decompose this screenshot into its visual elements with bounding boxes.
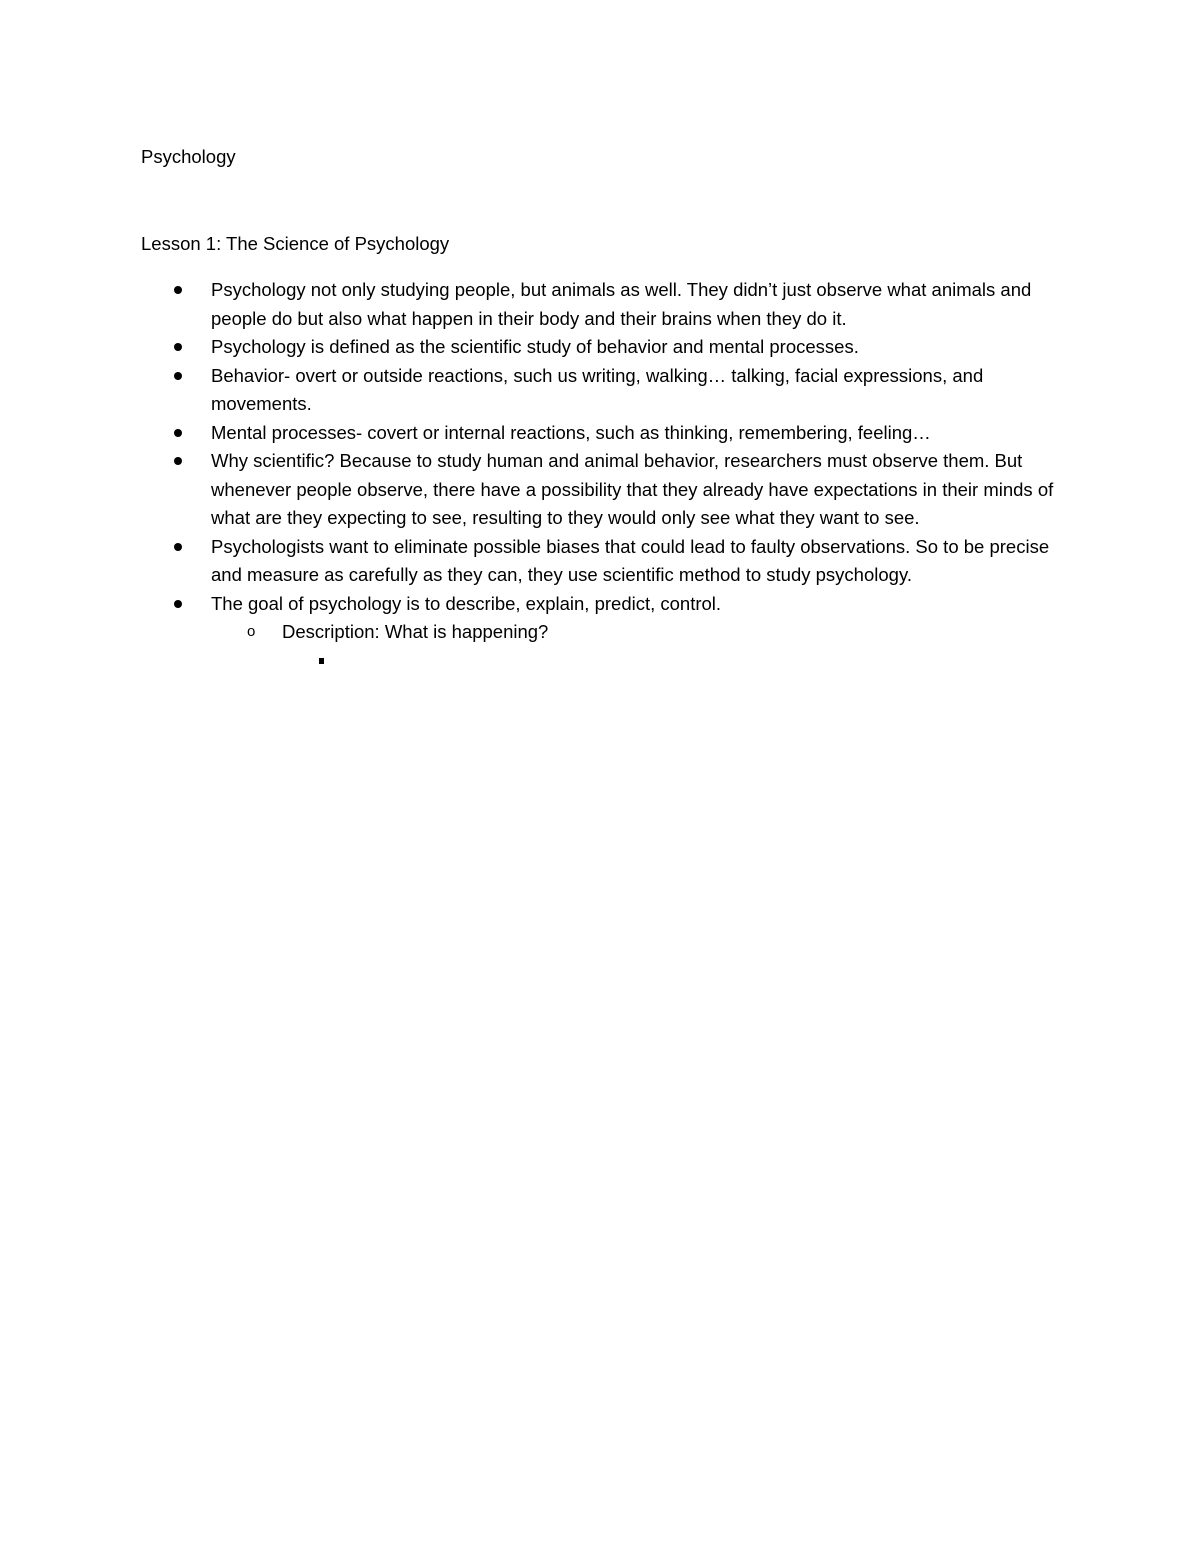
bullet-dot-icon bbox=[174, 600, 182, 608]
bullet-item bbox=[211, 590, 1061, 676]
bullet-item bbox=[211, 333, 1061, 362]
bullet-item bbox=[211, 447, 1061, 533]
bullet-text: Why scientific? Because to study human and animal behavior, researchers must observe them. But whenever people observe, there have a possibility that they already have expectations in their minds of what are they expecting to see, resulting to they would only see what they want to see. bbox=[211, 450, 1054, 528]
bullet-item bbox=[211, 533, 1061, 590]
sub-bullet-list bbox=[247, 618, 982, 675]
subsub-bullet-list bbox=[354, 647, 1054, 676]
sub-bullet-text: Description: What is happening? bbox=[282, 621, 549, 642]
empty-subsub-bullet-item bbox=[354, 647, 1054, 676]
bullet-item bbox=[211, 419, 1061, 448]
bullet-text: Behavior- overt or outside reactions, such us writing, walking… talking, facial expressions, and movements. bbox=[211, 364, 984, 414]
bullet-text: Psychology not only studying people, but animals as well. They didn’t just observe what animals and people do but also what happen in their body and their brains when they do it. bbox=[211, 279, 1032, 329]
bullet-dot-icon bbox=[174, 343, 182, 351]
bullet-dot-icon bbox=[174, 543, 182, 551]
bullet-dot-icon bbox=[174, 286, 182, 294]
square-bullet-icon bbox=[319, 658, 324, 664]
bullet-text: The goal of psychology is to describe, explain, predict, control. bbox=[211, 592, 722, 614]
circle-bullet-icon: o bbox=[247, 623, 256, 640]
bullet-item bbox=[211, 362, 1061, 419]
bullet-item bbox=[211, 276, 1061, 333]
bullet-list bbox=[211, 276, 1061, 675]
bullet-text: Mental processes- covert or internal reactions, such as thinking, remembering, feeling… bbox=[211, 421, 931, 443]
bullet-dot-icon bbox=[174, 457, 182, 465]
bullet-dot-icon bbox=[174, 429, 182, 437]
lesson-heading: Lesson 1: The Science of Psychology bbox=[141, 233, 450, 254]
bullet-text: Psychologists want to eliminate possible biases that could lead to faulty observations. So to be precise and measure as carefully as they can, they use scientific method to study psychology. bbox=[211, 535, 1050, 585]
document-title: Psychology bbox=[141, 146, 236, 167]
bullet-text: Psychology is defined as the scientific study of behavior and mental processes. bbox=[211, 336, 859, 357]
sub-bullet-item bbox=[247, 618, 982, 675]
bullet-dot-icon bbox=[174, 372, 182, 380]
